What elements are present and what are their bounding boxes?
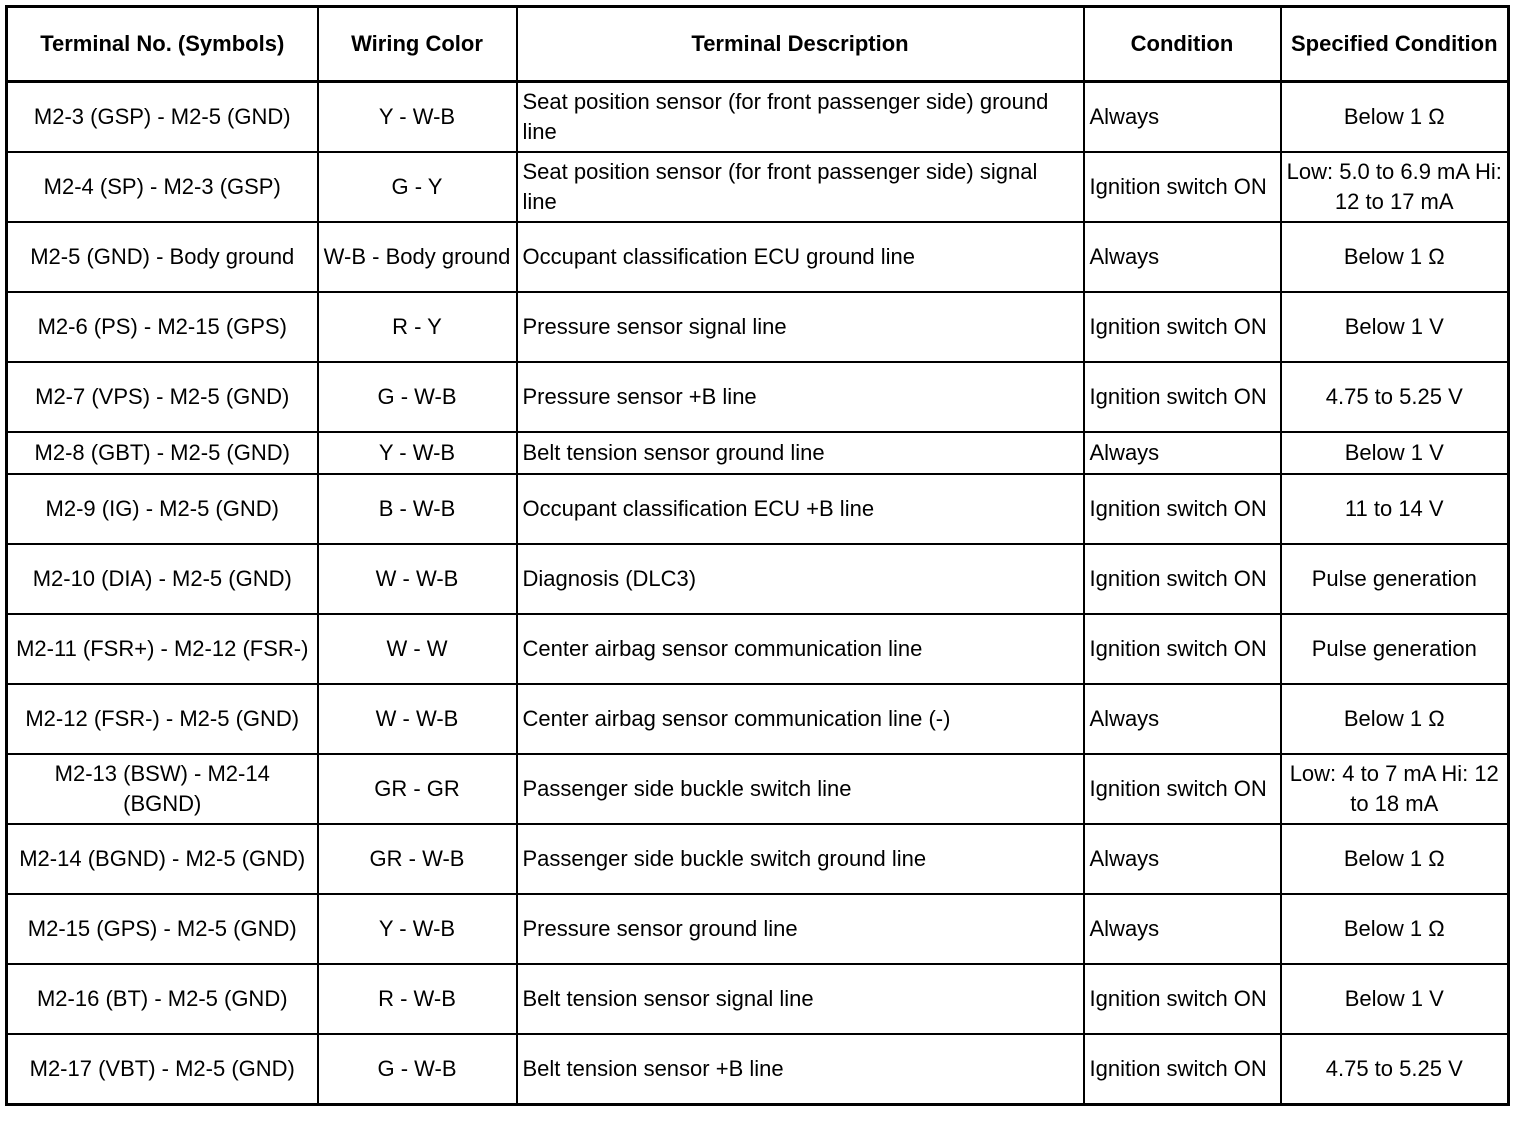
cell-specified: Pulse generation <box>1281 544 1509 614</box>
cell-condition: Ignition switch ON <box>1084 362 1281 432</box>
header-wiring-color: Wiring Color <box>318 7 517 82</box>
table-row <box>7 474 1509 544</box>
cell-specified: 11 to 14 V <box>1281 474 1509 544</box>
cell-terminal: M2-9 (IG) - M2-5 (GND) <box>7 474 318 544</box>
cell-description: Pressure sensor +B line <box>517 362 1084 432</box>
cell-terminal: M2-7 (VPS) - M2-5 (GND) <box>7 362 318 432</box>
cell-description: Belt tension sensor ground line <box>517 432 1084 474</box>
cell-terminal: M2-13 (BSW) - M2-14 (BGND) <box>7 754 318 824</box>
table-row <box>7 82 1509 153</box>
cell-description: Passenger side buckle switch ground line <box>517 824 1084 894</box>
cell-condition: Ignition switch ON <box>1084 152 1281 222</box>
cell-condition: Always <box>1084 432 1281 474</box>
cell-wiring-color: G - W-B <box>318 1034 517 1105</box>
cell-terminal: M2-8 (GBT) - M2-5 (GND) <box>7 432 318 474</box>
cell-wiring-color: W - W-B <box>318 544 517 614</box>
cell-specified: Pulse generation <box>1281 614 1509 684</box>
table-row <box>7 292 1509 362</box>
cell-wiring-color: W - W-B <box>318 684 517 754</box>
cell-condition: Ignition switch ON <box>1084 614 1281 684</box>
table-row <box>7 1034 1509 1105</box>
cell-wiring-color: W - W <box>318 614 517 684</box>
cell-condition: Always <box>1084 82 1281 153</box>
cell-terminal: M2-14 (BGND) - M2-5 (GND) <box>7 824 318 894</box>
cell-specified: Below 1 V <box>1281 432 1509 474</box>
cell-condition: Always <box>1084 684 1281 754</box>
cell-specified: Below 1 Ω <box>1281 82 1509 153</box>
cell-terminal: M2-4 (SP) - M2-3 (GSP) <box>7 152 318 222</box>
cell-description: Pressure sensor signal line <box>517 292 1084 362</box>
terminal-spec-table <box>5 5 1510 1106</box>
cell-wiring-color: R - Y <box>318 292 517 362</box>
cell-specified: Below 1 Ω <box>1281 824 1509 894</box>
cell-terminal: M2-10 (DIA) - M2-5 (GND) <box>7 544 318 614</box>
cell-wiring-color: G - W-B <box>318 362 517 432</box>
table-row <box>7 964 1509 1034</box>
cell-description: Belt tension sensor signal line <box>517 964 1084 1034</box>
table-row <box>7 684 1509 754</box>
cell-terminal: M2-5 (GND) - Body ground <box>7 222 318 292</box>
table-row <box>7 894 1509 964</box>
header-terminal: Terminal No. (Symbols) <box>7 7 318 82</box>
cell-terminal: M2-11 (FSR+) - M2-12 (FSR-) <box>7 614 318 684</box>
cell-condition: Always <box>1084 824 1281 894</box>
cell-specified: Below 1 V <box>1281 964 1509 1034</box>
table-row <box>7 152 1509 222</box>
cell-condition: Ignition switch ON <box>1084 1034 1281 1105</box>
table-row <box>7 614 1509 684</box>
cell-wiring-color: R - W-B <box>318 964 517 1034</box>
cell-wiring-color: B - W-B <box>318 474 517 544</box>
cell-description: Diagnosis (DLC3) <box>517 544 1084 614</box>
cell-wiring-color: GR - W-B <box>318 824 517 894</box>
table-row <box>7 824 1509 894</box>
header-specified-condition: Specified Condition <box>1281 7 1509 82</box>
cell-description: Occupant classification ECU +B line <box>517 474 1084 544</box>
cell-specified: Below 1 V <box>1281 292 1509 362</box>
cell-specified: 4.75 to 5.25 V <box>1281 1034 1509 1105</box>
cell-wiring-color: Y - W-B <box>318 894 517 964</box>
cell-terminal: M2-16 (BT) - M2-5 (GND) <box>7 964 318 1034</box>
cell-description: Belt tension sensor +B line <box>517 1034 1084 1105</box>
cell-specified: Below 1 Ω <box>1281 684 1509 754</box>
cell-description: Seat position sensor (for front passenger side) ground line <box>517 82 1084 153</box>
cell-condition: Always <box>1084 222 1281 292</box>
cell-wiring-color: GR - GR <box>318 754 517 824</box>
table-row <box>7 362 1509 432</box>
cell-condition: Always <box>1084 894 1281 964</box>
cell-specified: Low: 5.0 to 6.9 mA Hi: 12 to 17 mA <box>1281 152 1509 222</box>
header-condition: Condition <box>1084 7 1281 82</box>
cell-description: Pressure sensor ground line <box>517 894 1084 964</box>
cell-condition: Ignition switch ON <box>1084 544 1281 614</box>
table-row <box>7 222 1509 292</box>
cell-condition: Ignition switch ON <box>1084 474 1281 544</box>
cell-terminal: M2-17 (VBT) - M2-5 (GND) <box>7 1034 318 1105</box>
cell-condition: Ignition switch ON <box>1084 964 1281 1034</box>
cell-specified: 4.75 to 5.25 V <box>1281 362 1509 432</box>
cell-wiring-color: G - Y <box>318 152 517 222</box>
cell-terminal: M2-12 (FSR-) - M2-5 (GND) <box>7 684 318 754</box>
cell-wiring-color: Y - W-B <box>318 432 517 474</box>
cell-specified: Below 1 Ω <box>1281 894 1509 964</box>
terminal-spec-sheet <box>5 5 1507 1106</box>
table-row <box>7 544 1509 614</box>
table-header-row <box>7 7 1509 82</box>
cell-terminal: M2-3 (GSP) - M2-5 (GND) <box>7 82 318 153</box>
cell-wiring-color: Y - W-B <box>318 82 517 153</box>
cell-wiring-color: W-B - Body ground <box>318 222 517 292</box>
cell-specified: Below 1 Ω <box>1281 222 1509 292</box>
cell-specified: Low: 4 to 7 mA Hi: 12 to 18 mA <box>1281 754 1509 824</box>
header-terminal-description: Terminal Description <box>517 7 1084 82</box>
cell-description: Occupant classification ECU ground line <box>517 222 1084 292</box>
cell-description: Center airbag sensor communication line <box>517 614 1084 684</box>
cell-description: Center airbag sensor communication line (-) <box>517 684 1084 754</box>
cell-description: Seat position sensor (for front passenger side) signal line <box>517 152 1084 222</box>
cell-terminal: M2-6 (PS) - M2-15 (GPS) <box>7 292 318 362</box>
cell-condition: Ignition switch ON <box>1084 292 1281 362</box>
cell-description: Passenger side buckle switch line <box>517 754 1084 824</box>
cell-condition: Ignition switch ON <box>1084 754 1281 824</box>
cell-terminal: M2-15 (GPS) - M2-5 (GND) <box>7 894 318 964</box>
table-row <box>7 754 1509 824</box>
table-row <box>7 432 1509 474</box>
